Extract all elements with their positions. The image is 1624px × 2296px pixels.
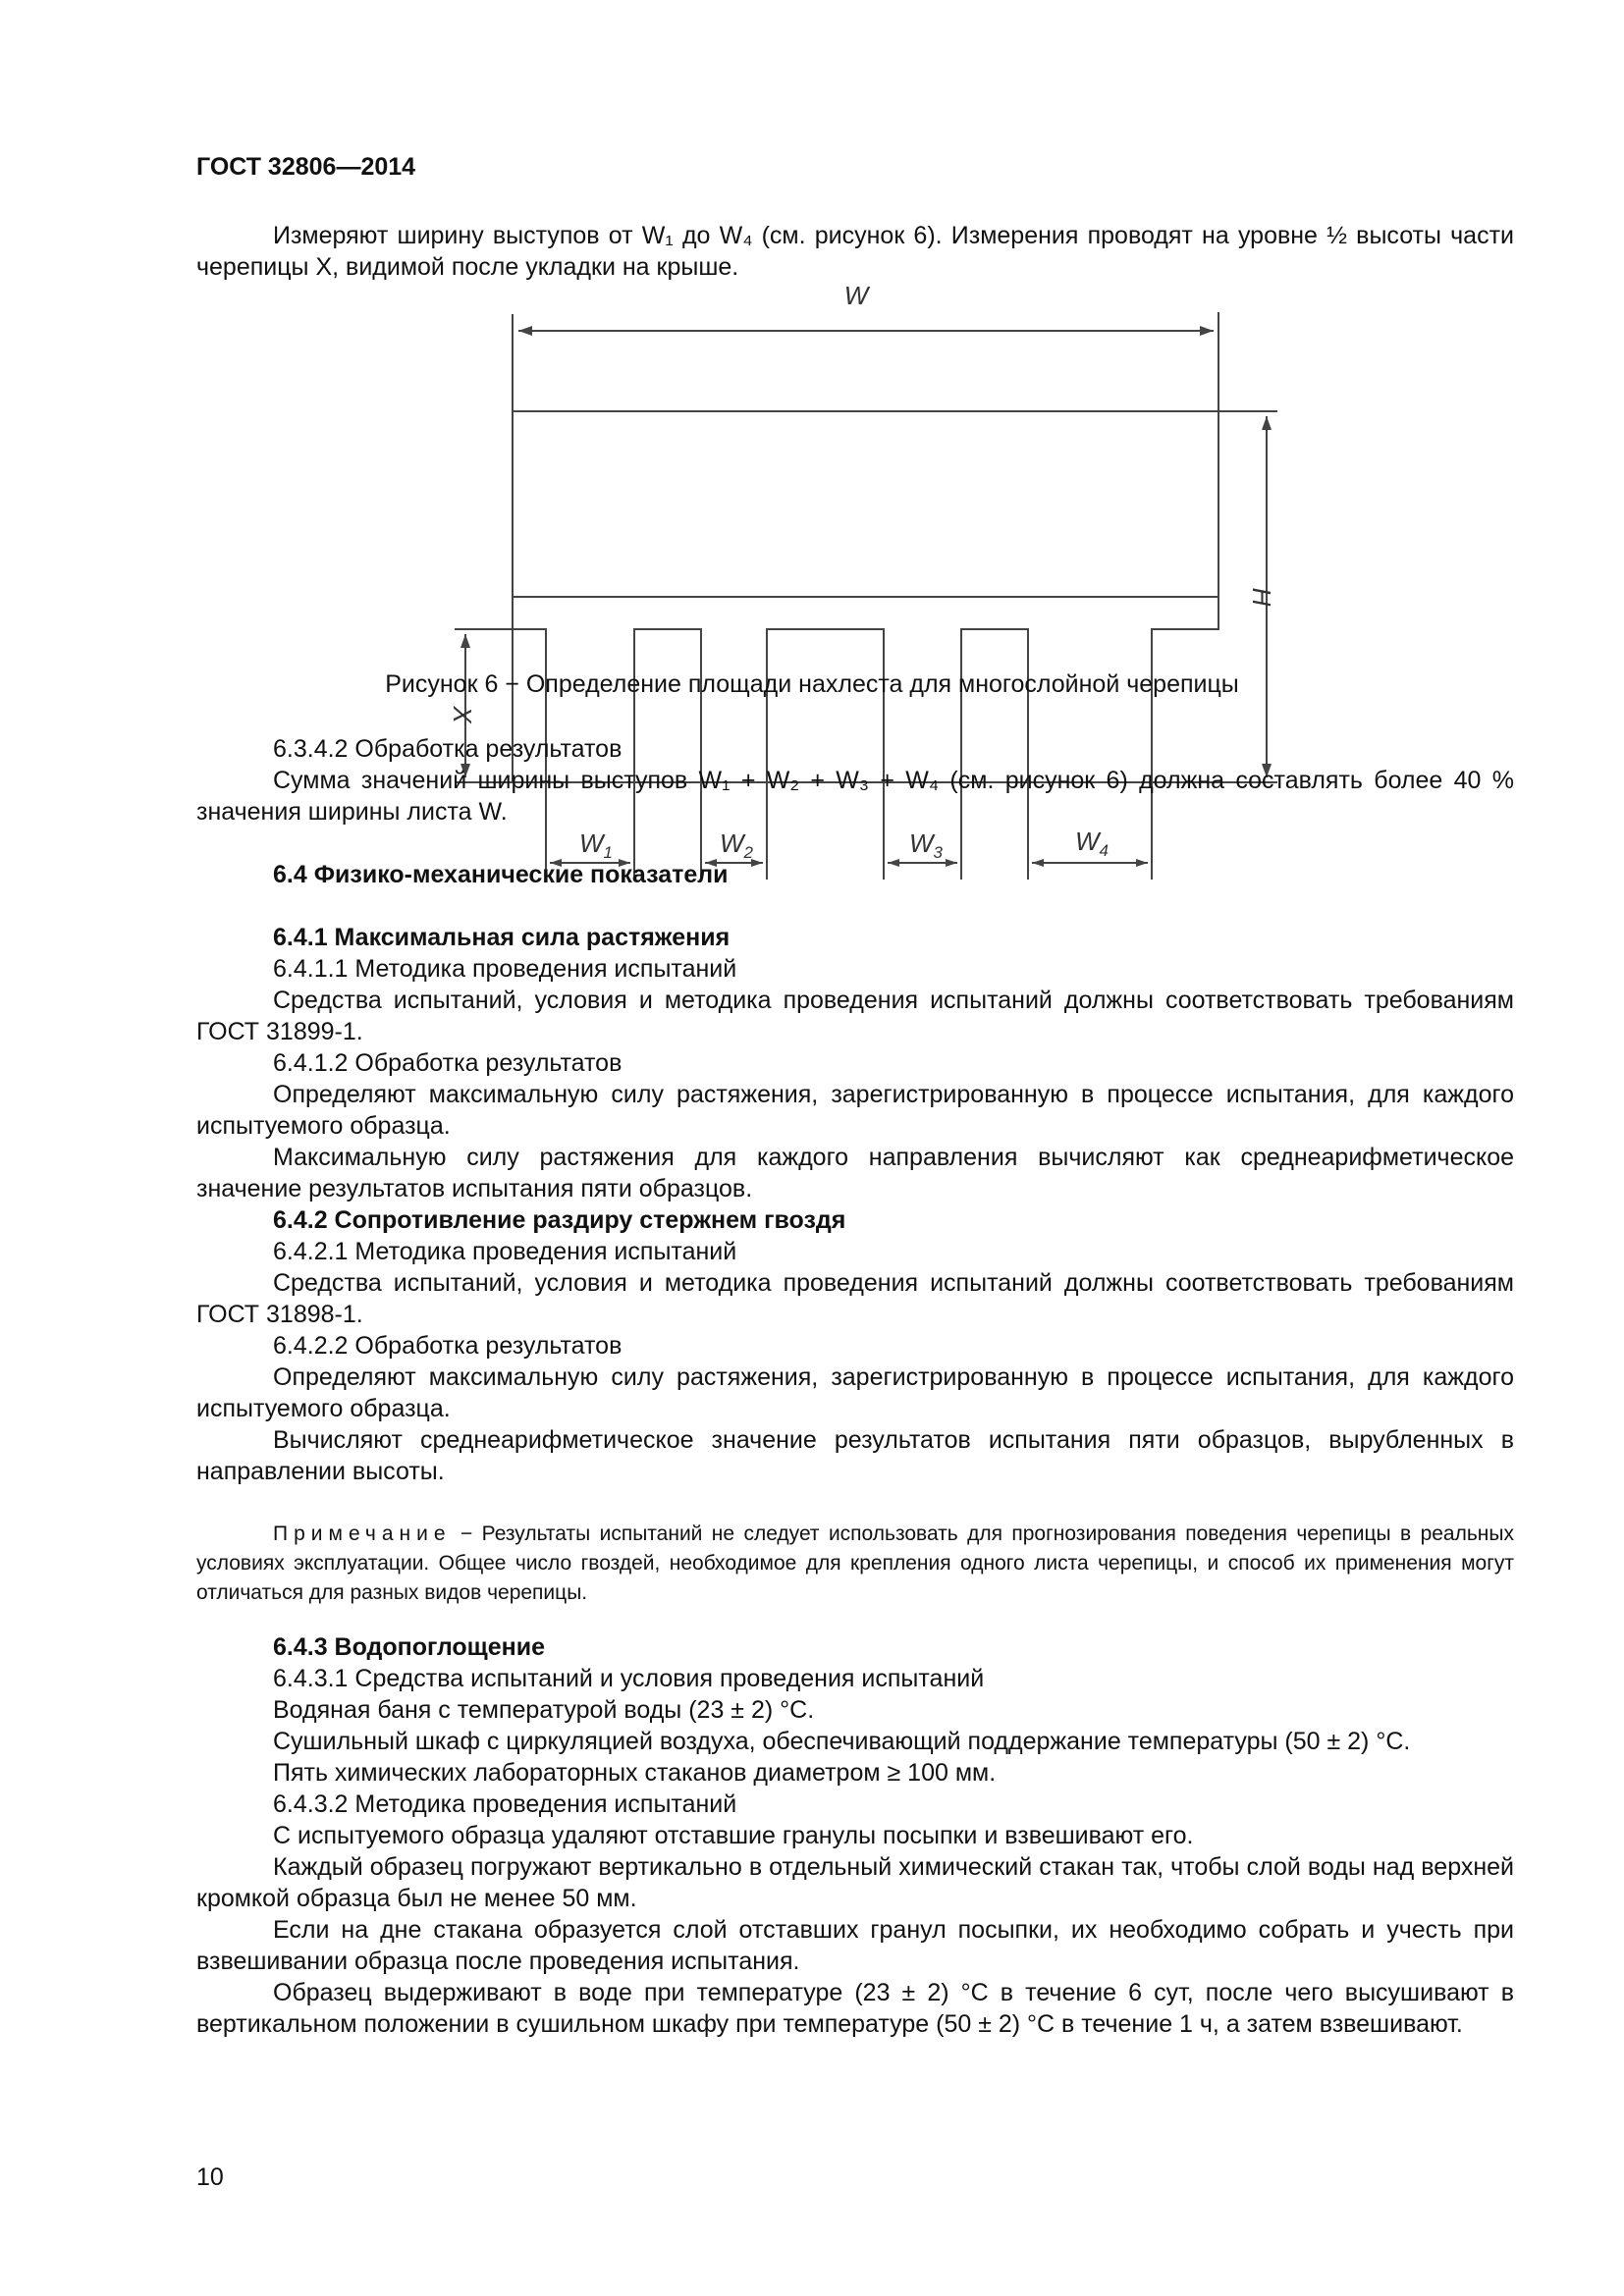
note-text: − Результаты испытаний не следует использовать для прогнозирования поведения черепицы в реальных условиях эксплуатации. Общее число гвоздей, необходимое для крепления одного листа черепицы, и способ их применения могут отличаться для разных видов черепицы. <box>196 1522 1514 1604</box>
label-w3: $W_3$ <box>909 828 944 862</box>
subsection-title: 6.3.4.2 Обработка результатов <box>273 735 623 763</box>
document-header: ГОСТ 32806—2014 <box>196 153 416 181</box>
paragraph: 6.4.1.2 Обработка результатов <box>273 1049 623 1077</box>
label-x: X <box>448 706 477 723</box>
paragraph: 6.4.2.1 Методика проведения испытаний <box>273 1238 737 1265</box>
note-label: Примечание <box>273 1522 452 1545</box>
paragraph: Максимальную силу растяжения для каждого направления вычисляют как среднеарифметическое значение результатов испытания пяти образцов. <box>196 1144 1514 1202</box>
paragraph: Водяная баня с температурой воды (23 ± 2) °С. <box>273 1696 815 1724</box>
section-heading-6-4-1: 6.4.1 Максимальная сила растяжения <box>273 924 731 951</box>
label-h: H <box>1247 587 1276 607</box>
paragraph: 6.4.1.1 Методика проведения испытаний <box>273 955 737 983</box>
section-heading-6-4-3: 6.4.3 Водопоглощение <box>273 1633 546 1661</box>
paragraph: Средства испытаний, условия и методика проведения испытаний должны соответствовать требованиям ГОСТ 31899-1. <box>196 987 1514 1045</box>
label-w: W <box>843 281 869 310</box>
paragraph: Вычисляют среднеарифметическое значение результатов испытания пяти образцов, вырубленных в направлении высоты. <box>196 1426 1514 1485</box>
section-heading-6-4-2: 6.4.2 Сопротивление раздиру стержнем гвоздя <box>273 1206 846 1234</box>
paragraph: Каждый образец погружают вертикально в отдельный химический стакан так, чтобы слой воды над верхней кромкой образца был не менее 50 мм. <box>196 1853 1514 1912</box>
label-w1: $W_1$ <box>579 828 614 862</box>
section-6-3-4-2-to-6-4-2 <box>196 733 1514 1487</box>
paragraph: Сумма значений ширины выступов W₁ + W₂ + W₃ + W₄ (см. рисунок 6) должна составлять более 40 % значения ширины листа W. <box>196 767 1514 826</box>
paragraph: Определяют максимальную силу растяжения, зарегистрированную в процессе испытания, для каждого испытуемого образца. <box>196 1363 1514 1422</box>
label-w4: $W_4$ <box>1075 827 1110 860</box>
figure-caption: Рисунок 6 − Определение площади нахлеста для многослойной черепицы <box>385 670 1239 698</box>
label-w2: $W_2$ <box>720 828 754 862</box>
paragraph: Пять химических лабораторных стаканов диаметром ≥ 100 мм. <box>273 1759 997 1787</box>
section-6-4-3 <box>196 1631 1514 2040</box>
intro-paragraph: Измеряют ширину выступов от W₁ до W₄ (см. рисунок 6). Измерения проводят на уровне ½ высоты части черепицы X, видимой после укладки на крыше. <box>196 222 1514 281</box>
note-block <box>196 1520 1514 1608</box>
section-heading-6-4: 6.4 Физико-механические показатели <box>273 861 729 888</box>
paragraph: Средства испытаний, условия и методика проведения испытаний должны соответствовать требованиям ГОСТ 31898-1. <box>196 1269 1514 1328</box>
paragraph: 6.4.3.1 Средства испытаний и условия проведения испытаний <box>273 1665 985 1692</box>
paragraph: Если на дне стакана образуется слой отставших гранул посыпки, их необходимо собрать и учесть при взвешивании образца после проведения испытания. <box>196 1916 1514 1975</box>
paragraph: 6.4.3.2 Методика проведения испытаний <box>273 1790 737 1818</box>
page-number: 10 <box>196 2163 224 2191</box>
paragraph: С испытуемого образца удаляют отставшие гранулы посыпки и взвешивают его. <box>273 1822 1194 1849</box>
paragraph: Сушильный шкаф с циркуляцией воздуха, обеспечивающий поддержание температуры (50 ± 2) °С. <box>273 1728 1411 1755</box>
paragraph: 6.4.2.2 Обработка результатов <box>273 1332 623 1360</box>
paragraph: Образец выдерживают в воде при температуре (23 ± 2) °С в течение 6 сут, после чего высушивают в вертикальном положении в сушильном шкафу при температуре (50 ± 2) °С в течение 1 ч, а затем взвешивают. <box>196 1979 1514 2038</box>
paragraph: Определяют максимальную силу растяжения, зарегистрированную в процессе испытания, для каждого испытуемого образца. <box>196 1081 1514 1140</box>
